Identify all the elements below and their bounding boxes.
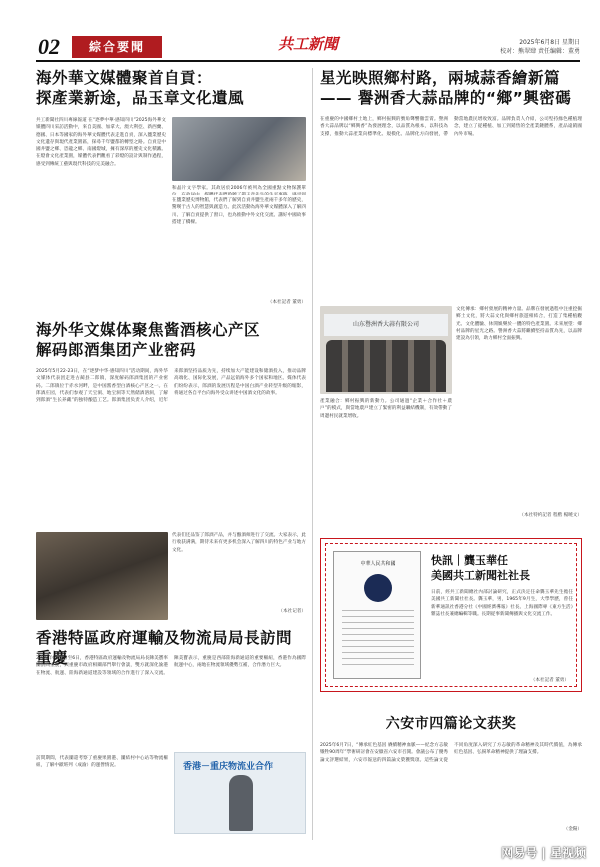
article1-photo	[172, 117, 306, 181]
group-figures	[326, 340, 446, 392]
announcement-headline-line2: 美國共工新聞社社長	[431, 569, 530, 582]
certificate-image	[333, 551, 421, 679]
article3-photo	[174, 752, 306, 834]
article4-body-left2: 產業融合：鄉村振興的新動力。公司通過“企業＋合作社＋農戶”的模式，與當地農戶建立了緊密的利益聯結機制，有效帶動了周邊村民就業增收。	[320, 399, 452, 419]
article5-signature: （金陽）	[563, 827, 582, 832]
company-signboard: 山东譽洲香大蒜有限公司	[324, 314, 448, 336]
article1-body-right: 和晶片文字學家。其故居於2006年被列為全國重點文物保護單	[172, 186, 306, 191]
article2-headline-line1: 海外华文媒体聚焦酱酒核心产区	[36, 321, 261, 339]
speaker-figure	[229, 775, 253, 831]
announcement-body: 日前，經共工新聞總社內部討論研究，正式決定任命龔玉華先生擔任美國共工新聞社社長。龔玉華，男，1965年9月生，大學學歷，曾任新華通訊社香港分社《中國經濟導報》社長、上海國際專《東方生活》雜誌社長兼總編輯等職。長期從事新聞傳播與文化交流工作。	[431, 590, 573, 617]
article1-headline[interactable]	[36, 68, 306, 108]
article4-photo	[320, 306, 452, 394]
article2-photo	[36, 532, 168, 620]
article2-body: 2025年5月22-23日，在“逐梦中华·感知四川”活动期间，海外华文媒体代表团走进古蔺县二郎镇，深度解码郎酒集团的产业密码。二郎镇位于赤水河畔，是中国酱香型白酒核心产区之一。在郎酒庄园，代表们参观了天宝洞、地宝洞等天然储酒溶洞，了解到郎酒“生长养藏”的独特酿造工艺。郎酒集团负责人介绍，近年来郎酒坚持品质为先，持续加大产能建设和储酒投入，推动品牌高端化、国际化发展，产品远销海外多个国家和地区。媒体代表们纷纷表示，郎酒的发展历程是中国白酒产业转型升级的缩影，将通过各自平台向海外受众讲述中国酒文化的故事。	[36, 369, 306, 404]
masthead	[0, 0, 600, 62]
column-divider	[312, 68, 313, 840]
article2-signature: （本社记者）	[278, 609, 306, 614]
article2-bottom-block	[172, 532, 306, 620]
announcement-headline[interactable]	[431, 553, 573, 583]
article2-body-bottom: 代表们还品鉴了郎酒产品，并与酿酒师进行了交流。大家表示，此行收获满满，期待未来有更多机会深入了解四川的特色产业与地方文化。	[172, 533, 306, 553]
article5-headline[interactable]: 六安市四篇论文获奖	[385, 716, 517, 732]
announcement-headline-line1: 快訊｜龔玉華任	[431, 554, 508, 567]
article3-body-bottom: 訪問期間，代表團還考察了重慶果園港、團結村中心站等物流樞紐，了解中歐班列（成渝）的運營情況。	[36, 756, 168, 769]
page-number: 02	[38, 34, 60, 59]
article1-headline-line2: 探產業新途，品玉章文化遺風	[36, 89, 245, 107]
article4-body-right2: 文化傳承：鄉村發展的精神力量。品牌在發展過程中注重挖掘鄉土文化，將大蒜文化與鄉村旅遊相結合，打造了集種植觀光、文化體驗、休閒娛樂於一體的特色產業園。未來展望：鄉村品牌的星光之路。譽洲香大蒜將繼續堅持品質為先，以品牌建設為引領，助力鄉村全面振興。	[456, 307, 582, 342]
article5-body: 2025年6月7日，“傳承紅色基因 賡續精神血脈——紀念方志敏犧牲90周年”學術研討會在安徽省六安市召開。會議公布了優秀論文評選結果，六安市報送的四篇論文榮獲獎項。這些論文從不同角度深入研究了方志敏的革命精神及其時代價值，為傳承紅色基因、弘揚革命精神提供了理論支撐。	[320, 743, 582, 763]
announcement-frame	[320, 538, 582, 692]
article3-headline[interactable]: 香港特區政府運輸及物流局局長訪問重慶	[36, 629, 293, 667]
announcement-signature: （本社記者 董勇）	[530, 678, 569, 683]
certificate-title: 中華人民共和國	[360, 561, 396, 567]
article1-headline-line1: 海外華文媒體聚首自貢：	[36, 69, 213, 87]
date-block	[500, 38, 580, 56]
source-watermark: 网易号 | 星视频	[501, 846, 586, 860]
article2-headline-line2: 解码郎酒集团产业密码	[36, 341, 197, 359]
article3-body: 2025年6月5日至6日，香港特區政府運輸及物流局局長陳美寶率團訪問重慶，與重慶市政府相關部門舉行會談，雙方就深化渝港在物流、航運、陸海新通道建設等領域的合作進行了深入交流。陳美寶表示，重慶是西部陸海新通道的重要樞紐，香港作為國際航運中心，兩地在物流領域優勢互補，合作潛力巨大。	[36, 656, 306, 676]
article1-body-left: 共工新聞社四川專線報道 在“逐夢中華·感知四川”2025海外華文媒體四川采訪活動中，來自美國、加拿大、澳大利亞、新西蘭、德國、日本等國家的海外華文媒體代表走進自貢，深入鹽業歷史文化遺存與現代產業園區，探尋千年鹽都的轉型之路。自貢是中國井鹽之鄉、恐龍之鄉、南國燈城，擁有深厚的歷史文化積澱。在燈會文化產業園，媒體代表們觀看了彩燈的設計與制作過程，感受到傳統工藝與現代科技的完美融合。	[36, 118, 166, 167]
editors-line: 校对：熊翠肆 责任编辑：董勇	[500, 48, 580, 55]
article1-bottom-block	[36, 197, 306, 305]
certificate-text-lines	[342, 610, 414, 670]
article2-headline[interactable]	[36, 320, 306, 360]
article1-body-bottom: 在鹽業歷史博物館，代表們了解到自貢井鹽生產兩千多年的歷史，驚嘆于古人的智慧與創造力。此次活動為海外華文媒體深入了解四川、了解自貢提供了窗口，也為推動中外文化交流、講好中國故事搭建了橋樑。	[172, 198, 306, 225]
article1-signature: （本社記者 董勇）	[267, 300, 306, 305]
certificate-seal-icon	[364, 574, 392, 602]
article4-headline-line1: 星光映照鄉村路，兩城蒜香繪新篇	[320, 69, 561, 87]
article4-right-block	[456, 306, 582, 528]
article3-photo-banner: 香港－重庆物流业合作	[183, 762, 274, 772]
section-badge: 綜合要聞	[72, 36, 162, 58]
article4-signature: （本社特約記者 程楷 楊曉文）	[519, 513, 582, 518]
article4-headline-line2: —— 譽洲香大蒜品牌的“鄉”興密碼	[320, 89, 572, 107]
brand-logo: 共工新聞	[278, 35, 339, 53]
article4-body: 在重慶的中國鄉村土地上，鄉村振興的號角聲響徹雲霄。譽洲香大蒜品牌以“鄉興香”為發展理念，以品質為根本，以科技為支撐，推動大蒜產業向標準化、規模化、品牌化方向發展，帶動當地農民增收致富。品牌負責人介紹，公司堅持綠色種植理念，建立了從種植、加工到銷售的全產業鏈體系，產品遠銷國內外市場。	[320, 117, 582, 137]
article5-block	[320, 742, 582, 836]
masthead-rule	[36, 60, 580, 62]
article4-headline[interactable]	[320, 68, 582, 108]
issue-date: 2025年6月8日 星期日	[519, 39, 580, 46]
